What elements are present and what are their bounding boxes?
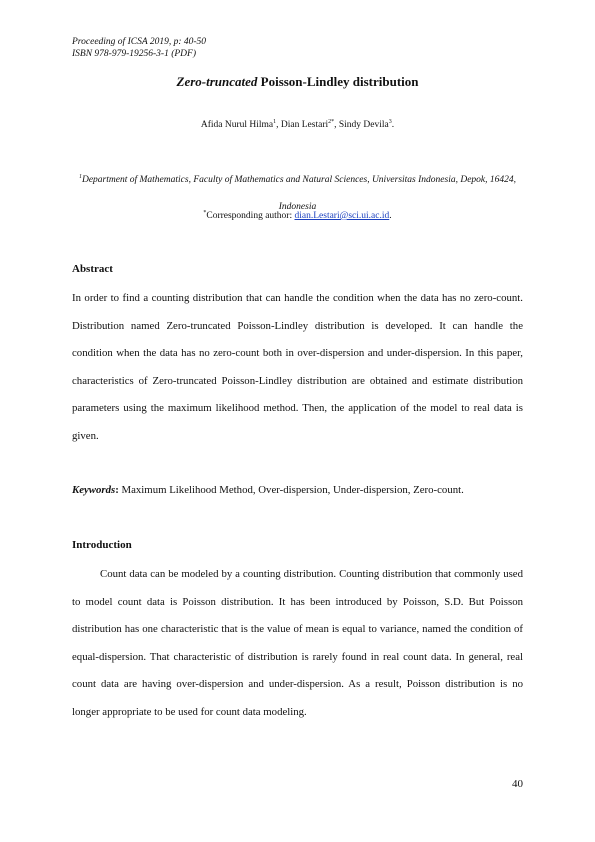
author-sup: 1	[273, 119, 277, 125]
keywords-text: Maximum Likelihood Method, Over-dispersion, Under-dispersion, Zero-count.	[118, 484, 464, 496]
corr-suffix: .	[389, 211, 392, 222]
proceeding-line: Proceeding of ICSA 2019, p: 40-50	[72, 37, 207, 47]
running-header	[72, 36, 206, 60]
isbn-line: ISBN 978-979-19256-3-1 (PDF)	[72, 49, 197, 59]
keywords-label: Keywords	[72, 484, 116, 496]
keywords-line	[72, 484, 464, 496]
introduction-text: Count data can be modeled by a counting distribution. Counting distribution that commonly used to model count data is Poisson distribution. It has been introduced by Poisson, S.D. But Poisson distribution has one characteristic that is the value of mean is equal to variance, named the condition of equal-dispersion. That characteristic of distribution is rarely found in real count data. In general, real count data are having over-dispersion and under-dispersion. As a result, Poisson distribution is no longer appropriate to be used for count data modeling.	[72, 568, 523, 718]
introduction-heading: Introduction	[72, 539, 132, 551]
title-italic: Zero-truncated	[176, 74, 258, 89]
affiliation-text: Department of Mathematics, Faculty of Mathematics and Natural Sciences, Universitas Indonesia, Depok, 16424, Indonesia	[81, 175, 517, 213]
page-number: 40	[512, 778, 523, 790]
author-name: Dian Lestari	[280, 120, 329, 131]
author-list	[0, 119, 595, 130]
author-name: Afida Nurul Hilma	[200, 120, 274, 131]
email-link[interactable]: dian.Lestari@sci.ui.ac.id	[294, 211, 390, 222]
corresponding-author	[0, 210, 595, 221]
corr-sup: *	[203, 210, 207, 216]
author-sep: ,	[334, 120, 339, 131]
abstract-heading: Abstract	[72, 263, 113, 275]
paper-title	[0, 74, 595, 90]
author-sup: 2*	[328, 119, 335, 125]
corr-label: Corresponding author:	[206, 211, 295, 222]
author-sup: 3	[388, 119, 392, 125]
title-rest: Poisson-Lindley distribution	[257, 74, 419, 89]
keywords-colon: :	[115, 484, 119, 496]
author-name: Sindy Devila	[338, 120, 389, 131]
author-sep: .	[391, 120, 395, 131]
abstract-text: In order to find a counting distribution that can handle the condition when the data has no zero-count. Distribution named Zero-truncated Poisson-Lindley distribution is developed. It can handle the condition when the data has no zero-count both in over-dispersion and under-dispersion. In this paper, characteristics of Zero-truncated Poisson-Lindley distribution are obtained and estimate distribution parameters using the maximum likelihood method. Then, the application of the model to real data is given.	[72, 292, 523, 442]
author-sep: ,	[276, 120, 281, 131]
affiliation-sup: 1	[78, 174, 82, 180]
